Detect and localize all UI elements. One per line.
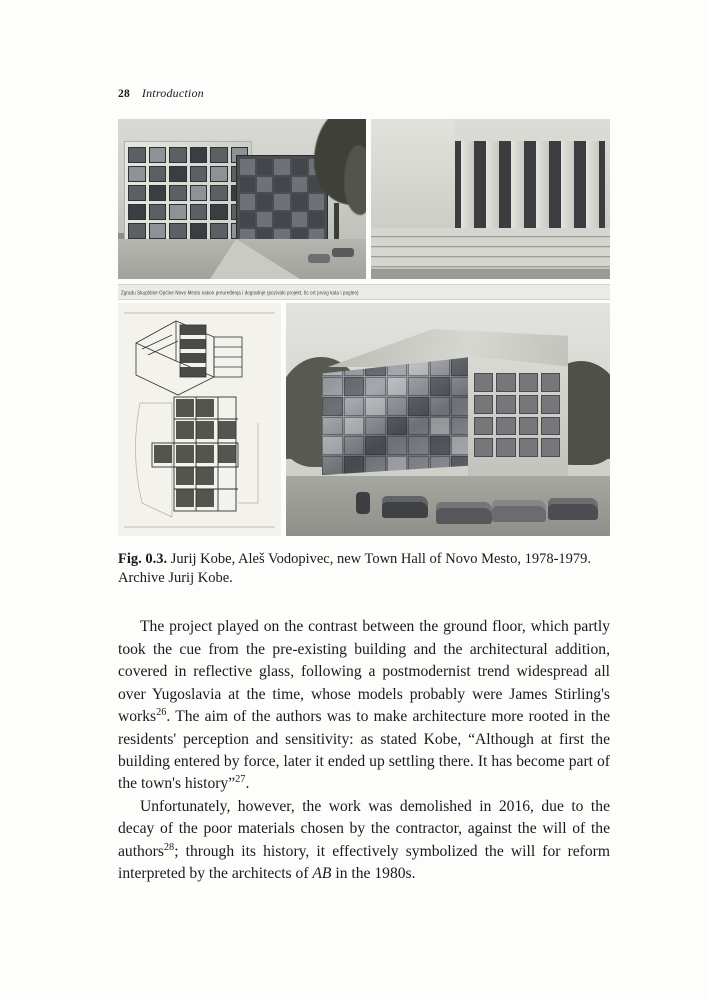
top-left-photo bbox=[118, 119, 366, 279]
car bbox=[308, 254, 330, 263]
footnote-marker-27: 27 bbox=[235, 774, 246, 786]
top-right-photo bbox=[371, 119, 610, 279]
footnote-marker-28: 28 bbox=[163, 841, 175, 853]
body-text bbox=[118, 616, 610, 885]
figure-inner-strip-caption: Zgradu Skupštine Općine Novo Mesto nakon preuređenja i dogradnje (pozivaki projekt, tlc ort prvog kata i pogleo) bbox=[121, 288, 359, 296]
paragraph-1 bbox=[118, 616, 610, 796]
figure-caption-text: Jurij Kobe, Aleš Vodopivec, new Town Hall of Novo Mesto, 1978-1979. Archive Jurij Kobe. bbox=[118, 551, 592, 587]
figure-caption-label: Fig. 0.3. bbox=[118, 551, 168, 567]
journal-title-italic: AB bbox=[312, 865, 332, 883]
side-windows bbox=[474, 373, 560, 457]
colonnade bbox=[455, 141, 605, 231]
figure-bottom-row bbox=[118, 303, 610, 536]
figure-inner-strip bbox=[118, 284, 610, 300]
bottom-right-photo bbox=[286, 303, 610, 536]
figure-top-row bbox=[118, 119, 610, 279]
bottom-left-plan bbox=[118, 303, 281, 536]
car bbox=[548, 498, 598, 520]
page-content bbox=[118, 86, 610, 886]
reflective-glass-facade bbox=[322, 357, 472, 475]
paragraph-1-part-a: The project played on the contrast between the ground floor, which partly took the cue from the pre-existing building and the architectural addition, covered in reflective glass, following a postmodernist trend widespread all over Yugoslavia at the time, whose models probably were James Stirling's works bbox=[118, 618, 610, 726]
figure-caption bbox=[118, 550, 610, 588]
paragraph-1-part-b: . The aim of the authors was to make architecture more rooted in the residents' perception and sensitivity: as stated Kobe, “Although at first the building entered by force, later it ended up settling there. It has become part of the town's history” bbox=[118, 708, 610, 793]
window-grid bbox=[128, 147, 248, 239]
paragraph-2-part-b: ; through its history, it effectively symbolized the will for reform interpreted by the architects of bbox=[118, 842, 610, 883]
page-number: 28 bbox=[118, 88, 130, 100]
left-wall-block bbox=[371, 119, 455, 231]
car bbox=[492, 500, 546, 522]
paragraph-2-part-c: in the 1980s. bbox=[331, 865, 416, 883]
footnote-marker-26: 26 bbox=[156, 706, 167, 718]
car bbox=[382, 496, 428, 518]
running-title: Introduction bbox=[141, 86, 204, 100]
car bbox=[436, 502, 492, 524]
figure-0-3 bbox=[118, 119, 610, 588]
car bbox=[332, 248, 354, 257]
paragraph-2 bbox=[118, 796, 610, 886]
paragraph-2-part-a: Unfortunately, however, the work was demolished in 2016, due to the decay of the poor materials chosen by the contractor, against the will of the authors bbox=[118, 797, 610, 860]
office-building bbox=[124, 141, 252, 245]
ground bbox=[371, 269, 610, 279]
cyclist bbox=[356, 492, 370, 514]
floor-plan-drawing bbox=[118, 303, 281, 536]
paragraph-1-part-c: . bbox=[245, 775, 250, 793]
town-hall-building bbox=[318, 329, 568, 481]
walkway bbox=[210, 239, 300, 279]
tree bbox=[344, 145, 366, 215]
running-head bbox=[118, 86, 610, 101]
